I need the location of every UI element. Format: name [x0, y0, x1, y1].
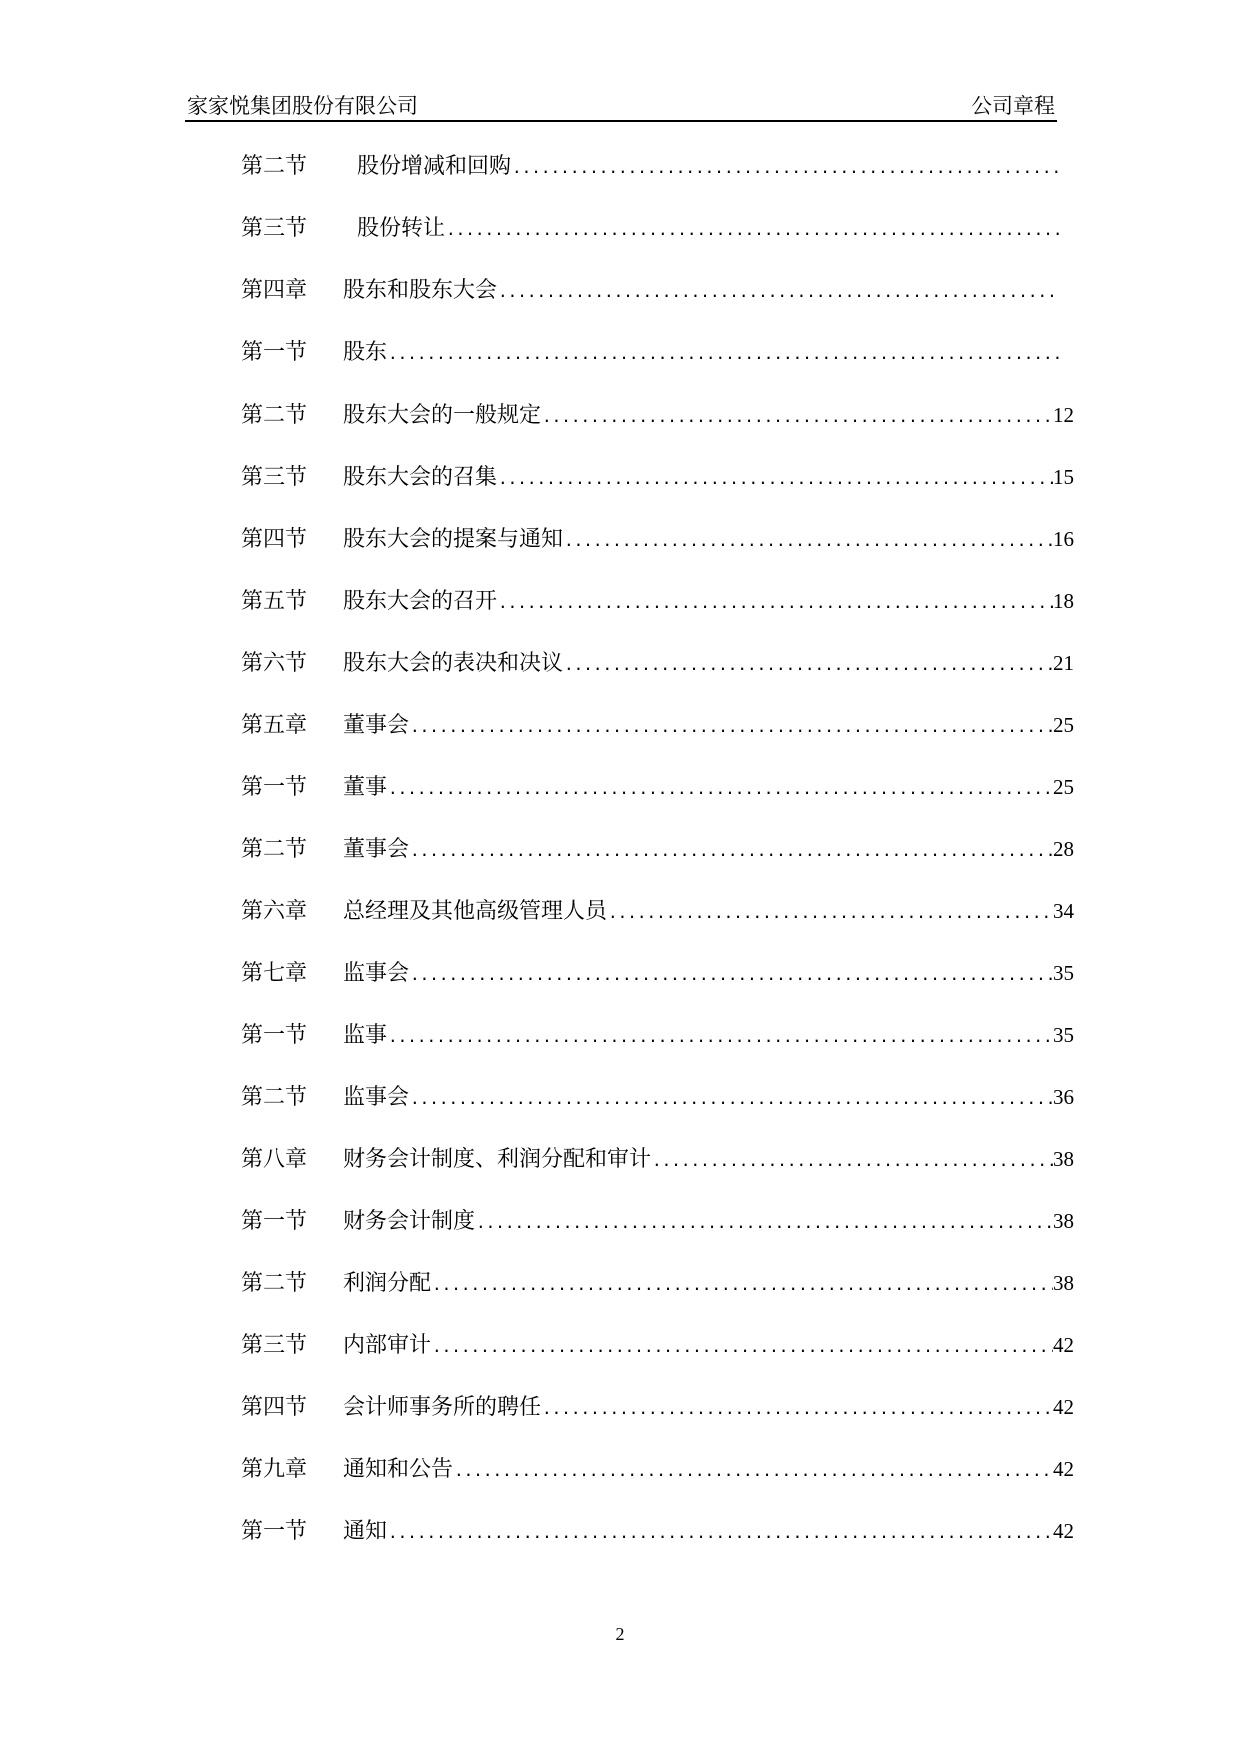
toc-entry[interactable]	[241, 1141, 1074, 1203]
toc-entry-title: 股东大会的召开	[343, 589, 498, 614]
toc-entry-page: 16	[1053, 527, 1074, 551]
toc-entry-label: 第一节	[241, 340, 308, 365]
toc-entry[interactable]	[241, 149, 1074, 211]
toc-entry-title: 监事会	[343, 1085, 410, 1110]
toc-entry-label: 第二节	[241, 1085, 308, 1110]
toc-entry-page: 42	[1053, 1333, 1074, 1357]
toc-entry-label: 第四节	[241, 1395, 308, 1420]
toc-entry-page: 15	[1053, 465, 1074, 489]
toc-entry-page: 42	[1053, 1395, 1074, 1419]
toc-entry-label: 第九章	[241, 1457, 308, 1482]
toc-entry-title: 监事会	[343, 961, 410, 986]
toc-entry[interactable]	[241, 1513, 1074, 1575]
toc-dot-leader	[511, 150, 1059, 186]
toc-entry-label: 第八章	[241, 1147, 308, 1172]
table-of-contents	[241, 149, 1074, 1575]
toc-entry-label: 第三节	[241, 1333, 308, 1358]
toc-entry-page: 34	[1053, 899, 1074, 923]
toc-entry-label: 第四章	[241, 278, 308, 303]
toc-entry[interactable]	[241, 1327, 1074, 1389]
toc-entry-label: 第一节	[241, 1023, 308, 1048]
toc-entry-title: 利润分配	[343, 1271, 432, 1296]
toc-dot-leader	[445, 212, 1059, 248]
toc-entry-title: 通知和公告	[343, 1457, 454, 1482]
toc-entry[interactable]	[241, 459, 1074, 521]
toc-entry-label: 第六章	[241, 899, 308, 924]
toc-entry-page: 25	[1053, 775, 1074, 799]
toc-dot-leader	[387, 336, 1059, 372]
toc-dot-leader	[387, 771, 1053, 807]
toc-entry[interactable]	[241, 335, 1074, 397]
toc-entry-label: 第四节	[241, 527, 308, 552]
toc-entry-page: 38	[1053, 1271, 1074, 1295]
toc-entry-label: 第三节	[241, 216, 308, 241]
toc-entry-page: 12	[1053, 403, 1074, 427]
page-header	[185, 92, 1057, 122]
toc-entry-page: 18	[1053, 589, 1074, 613]
toc-entry-title: 股东大会的表决和决议	[343, 651, 564, 676]
toc-entry-page: 35	[1053, 1023, 1074, 1047]
toc-entry[interactable]	[241, 955, 1074, 1017]
toc-entry-title: 董事会	[343, 837, 410, 862]
toc-dot-leader	[497, 461, 1053, 497]
toc-dot-leader	[541, 399, 1053, 435]
toc-entry-label: 第三节	[241, 465, 308, 490]
toc-dot-leader	[651, 1143, 1053, 1179]
toc-entry-label: 第一节	[241, 1519, 308, 1544]
toc-entry[interactable]	[241, 707, 1074, 769]
toc-entry-title: 股东和股东大会	[343, 278, 498, 303]
toc-entry-page: 25	[1053, 713, 1074, 737]
toc-dot-leader	[409, 957, 1053, 993]
toc-entry[interactable]	[241, 397, 1074, 459]
toc-entry[interactable]	[241, 1389, 1074, 1451]
toc-entry[interactable]	[241, 1079, 1074, 1141]
toc-entry-title: 总经理及其他高级管理人员	[343, 899, 608, 924]
toc-entry-label: 第二节	[241, 1271, 308, 1296]
toc-entry-title: 股份增减和回购	[357, 154, 512, 179]
toc-entry-page: 38	[1053, 1209, 1074, 1233]
toc-dot-leader	[497, 274, 1059, 310]
toc-entry-title: 股东	[343, 340, 388, 365]
toc-dot-leader	[497, 585, 1053, 621]
toc-entry-title: 股份转让	[357, 216, 446, 241]
toc-entry[interactable]	[241, 1265, 1074, 1327]
toc-entry-label: 第七章	[241, 961, 308, 986]
toc-entry-label: 第一节	[241, 775, 308, 800]
toc-entry-title: 财务会计制度、利润分配和审计	[343, 1147, 652, 1172]
toc-entry-page: 38	[1053, 1147, 1074, 1171]
page-number: 2	[615, 1624, 625, 1644]
toc-dot-leader	[431, 1267, 1053, 1303]
toc-dot-leader	[563, 523, 1053, 559]
toc-dot-leader	[387, 1019, 1053, 1055]
toc-entry[interactable]	[241, 1451, 1074, 1513]
toc-dot-leader	[607, 895, 1053, 931]
toc-entry-page: 21	[1053, 651, 1074, 675]
toc-entry-label: 第六节	[241, 651, 308, 676]
toc-entry-label: 第五章	[241, 713, 308, 738]
toc-dot-leader	[541, 1391, 1053, 1427]
toc-entry-title: 会计师事务所的聘任	[343, 1395, 542, 1420]
toc-entry-title: 通知	[343, 1519, 388, 1544]
header-company-name: 家家悦集团股份有限公司	[187, 94, 418, 118]
toc-entry[interactable]	[241, 1017, 1074, 1079]
toc-entry-label: 第五节	[241, 589, 308, 614]
toc-entry[interactable]	[241, 893, 1074, 955]
toc-entry-title: 财务会计制度	[343, 1209, 476, 1234]
toc-entry[interactable]	[241, 583, 1074, 645]
toc-entry-page: 42	[1053, 1519, 1074, 1543]
toc-entry-label: 第一节	[241, 1209, 308, 1234]
toc-entry-page: 35	[1053, 961, 1074, 985]
toc-entry[interactable]	[241, 211, 1074, 273]
toc-entry-title: 股东大会的提案与通知	[343, 527, 564, 552]
toc-entry-title: 股东大会的一般规定	[343, 403, 542, 428]
toc-dot-leader	[387, 1515, 1053, 1551]
toc-entry-page: 42	[1053, 1457, 1074, 1481]
toc-dot-leader	[431, 1329, 1053, 1365]
toc-entry[interactable]	[241, 645, 1074, 707]
toc-entry-title: 董事会	[343, 713, 410, 738]
header-document-title: 公司章程	[971, 94, 1055, 118]
toc-entry-title: 股东大会的召集	[343, 465, 498, 490]
toc-entry-title: 内部审计	[343, 1333, 432, 1358]
toc-entry[interactable]	[241, 769, 1074, 831]
toc-dot-leader	[409, 1081, 1053, 1117]
toc-entry-page: 36	[1053, 1085, 1074, 1109]
toc-entry[interactable]	[241, 521, 1074, 583]
toc-dot-leader	[453, 1453, 1053, 1489]
toc-entry[interactable]	[241, 831, 1074, 893]
toc-dot-leader	[409, 709, 1053, 745]
toc-entry-label: 第二节	[241, 403, 308, 428]
toc-entry-label: 第二节	[241, 154, 308, 179]
toc-entry-label: 第二节	[241, 837, 308, 862]
toc-entry-page: 28	[1053, 837, 1074, 861]
toc-dot-leader	[475, 1205, 1053, 1241]
toc-dot-leader	[409, 833, 1053, 869]
toc-entry[interactable]	[241, 1203, 1074, 1265]
toc-entry-title: 监事	[343, 1023, 388, 1048]
toc-entry-title: 董事	[343, 775, 388, 800]
toc-entry[interactable]	[241, 273, 1074, 335]
toc-dot-leader	[563, 647, 1053, 683]
